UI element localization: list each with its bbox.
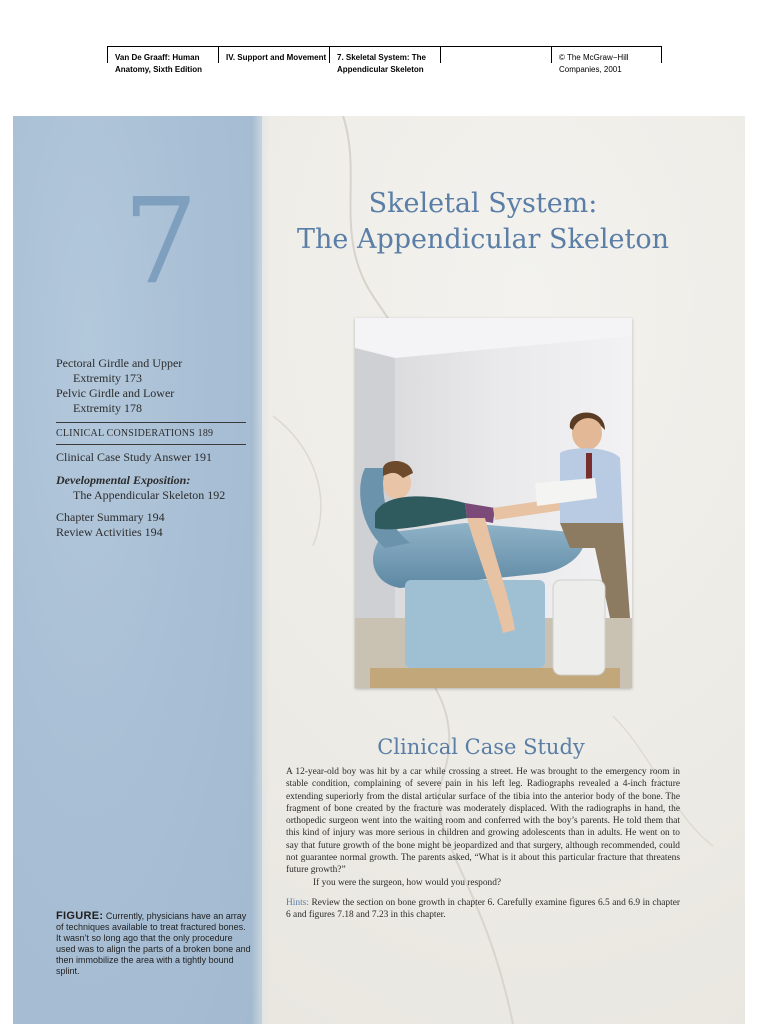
toc-review-activities: Review Activities 194 xyxy=(56,525,163,539)
toc-chapter-summary: Chapter Summary 194 xyxy=(56,510,165,524)
clinical-photo xyxy=(355,318,632,688)
toc-entry-pelvic-line1: Pelvic Girdle and Lower xyxy=(56,386,175,400)
figure-caption-text: Currently, physicians have an array of techniques available to treat fractured bones. It wasn’t so long ago that the only procedure used was to align the parts of a broken bone and then immobilize the area with a tightly bound splint. xyxy=(56,911,251,976)
header-copyright xyxy=(551,47,662,74)
toc-entry-pelvic xyxy=(56,386,246,416)
photo-chair-base xyxy=(405,580,545,668)
figure-caption-lead: FIGURE: xyxy=(56,910,104,922)
header-chapter-line1: 7. Skeletal System: The xyxy=(337,53,426,62)
hints-text: Review the section on bone growth in chapter 6. Carefully examine figures 6.5 and 6.9 in chapter 6 and figures 7.18 and 7.23 in this chapter. xyxy=(286,897,681,921)
chapter-title-line1: Skeletal System: xyxy=(368,188,598,219)
chapter-title-line2: The Appendicular Skeleton xyxy=(297,224,669,255)
toc-clinical-considerations: CLINICAL CONSIDERATIONS 189 xyxy=(56,428,214,439)
hints-label: Hints: xyxy=(286,897,309,908)
photo-waste-bin xyxy=(553,580,605,675)
toc-entry-pectoral-line2: Extremity 173 xyxy=(73,371,142,385)
toc-entry-pelvic-line2: Extremity 178 xyxy=(73,401,142,415)
header-book-title-line2: Anatomy, Sixth Edition xyxy=(115,65,202,74)
case-study-heading: Clinical Case Study xyxy=(377,735,585,759)
header-empty-cell xyxy=(440,47,551,63)
case-study-hints xyxy=(286,897,680,922)
header-book-title xyxy=(107,47,218,74)
chapter-title xyxy=(268,186,698,258)
case-study-paragraph: A 12-year-old boy was hit by a car while crossing a street. He was brought to the emergency room in stable condition, complaining of severe pain in his left leg. Radiographs revealed a 4-inch fracture extending superiorly from the distal articular surface of the tibia into the anterior body of the bone. The fragment of bone created by the fracture was moderately displaced. With the radiographs in hand, the orthopedic surgeon went into the waiting room and conferred with the boy’s parents. He told them that this kind of injury was more serious in children and growing adolescents than in adults. He went on to say that future growth of the bone might be jeopardized and that surgery, although recommended, could not guarantee normal growth. The parents asked, “What is it about this particular fracture that threatens future growth?” xyxy=(286,767,680,876)
header-chapter xyxy=(329,47,440,74)
toc-entry-pectoral-line1: Pectoral Girdle and Upper xyxy=(56,356,183,370)
header-copyright-line2: Companies, 2001 xyxy=(559,65,622,74)
case-study-body xyxy=(286,766,680,922)
case-study-question: If you were the surgeon, how would you respond? xyxy=(313,877,502,888)
header-part xyxy=(218,47,329,63)
toc-dev-exposition-label: Developmental Exposition: xyxy=(56,473,191,487)
figure-caption xyxy=(56,911,251,977)
header-part-line1: IV. Support and Movement xyxy=(226,53,327,62)
header-chapter-line2: Appendicular Skeleton xyxy=(337,65,424,74)
toc-case-answer: Clinical Case Study Answer 191 xyxy=(56,450,212,464)
chapter-opener-page xyxy=(13,116,745,1024)
toc-entry-pectoral xyxy=(56,356,246,386)
running-header xyxy=(107,46,662,79)
toc-dev-exposition-item: The Appendicular Skeleton 192 xyxy=(73,488,226,502)
header-copyright-line1: © The McGraw−Hill xyxy=(559,53,629,62)
header-book-title-line1: Van De Graaff: Human xyxy=(115,53,200,62)
chapter-contents xyxy=(56,356,246,540)
chapter-number: 7 xyxy=(123,172,199,310)
